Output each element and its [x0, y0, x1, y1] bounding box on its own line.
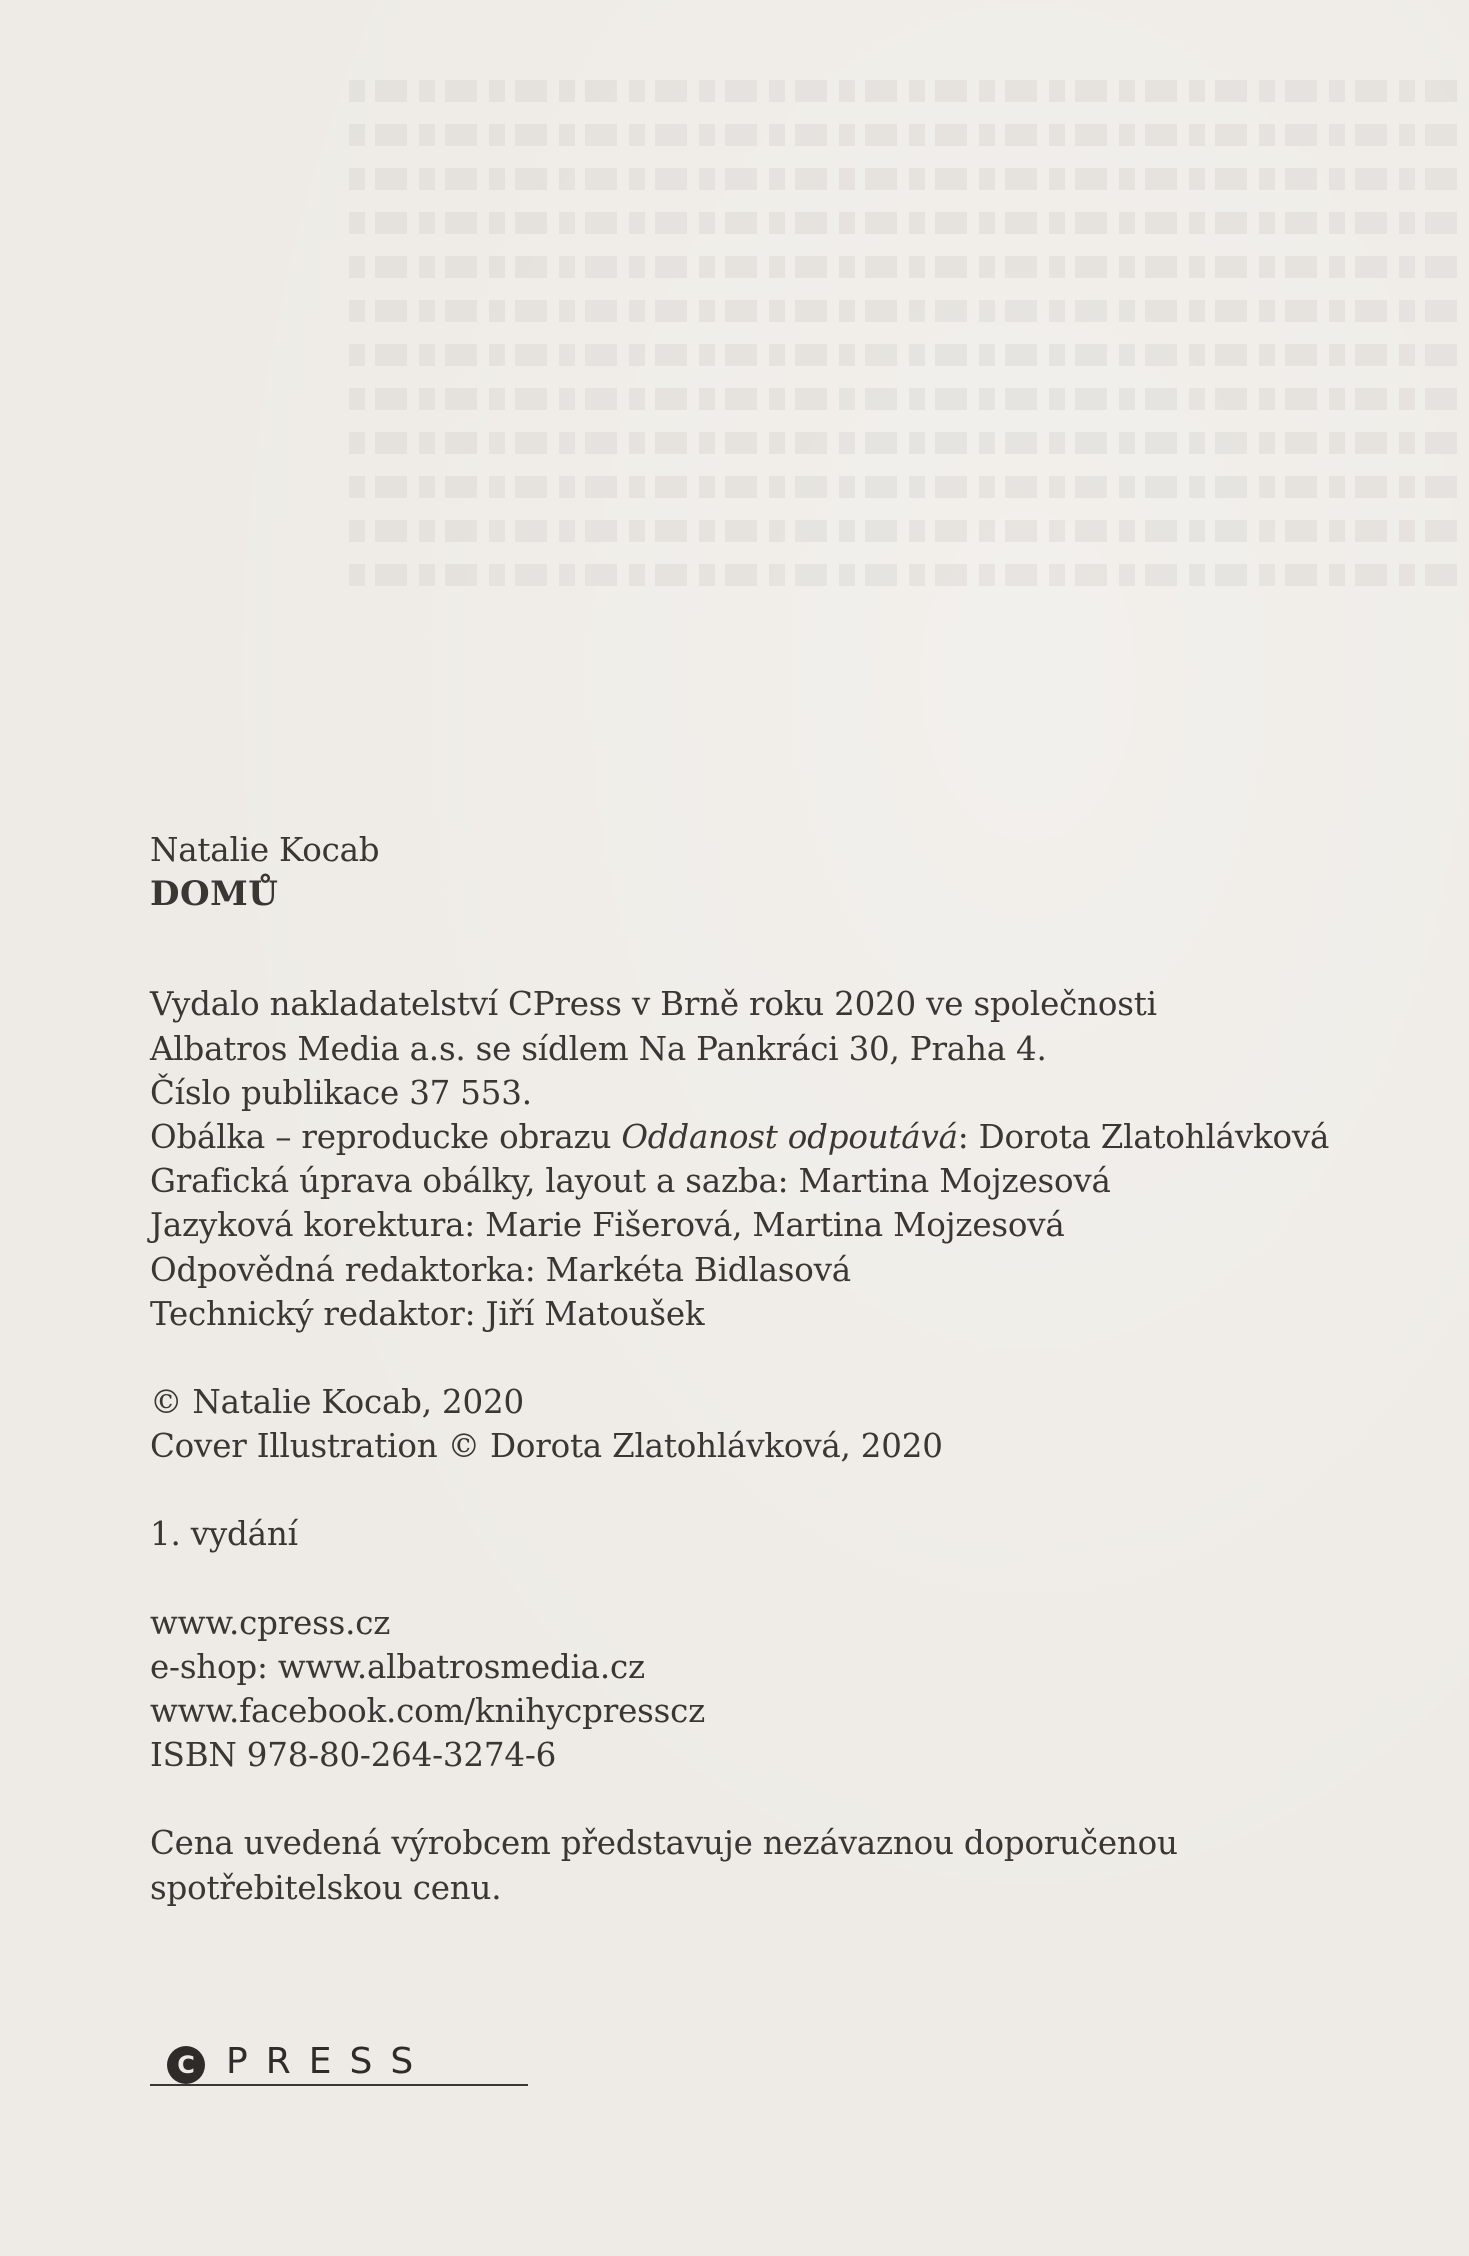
book-title: DOMŮ [150, 874, 279, 915]
publisher-line: Albatros Media a.s. se sídlem Na Pankráci 30, Praha 4. [150, 1029, 1047, 1068]
author-name: Natalie Kocab [150, 831, 380, 869]
links-info [150, 1601, 1350, 1778]
cover-artwork-title: Oddanost odpoutává [621, 1118, 958, 1157]
credit-line: Odpovědná redaktorka: Markéta Bidlasová [150, 1250, 851, 1289]
edition-info [150, 1512, 1350, 1556]
price-note-line: spotřebitelskou cenu. [150, 1868, 502, 1907]
cpress-logo-text: PRESS [226, 2041, 432, 2082]
cpress-c-letter: C [177, 2051, 195, 2079]
website-link: www.cpress.cz [150, 1603, 391, 1642]
credit-line: Grafická úprava obálky, layout a sazba: Martina Mojzesová [150, 1162, 1111, 1201]
copyright-info [150, 1380, 1350, 1468]
credit-line: Jazyková korektura: Marie Fišerová, Martina Mojzesová [150, 1206, 1065, 1245]
price-note [150, 1821, 1350, 1909]
publisher-line: Číslo publikace 37 553. [150, 1073, 532, 1112]
price-note-line: Cena uvedená výrobcem představuje nezávaznou doporučenou [150, 1824, 1178, 1863]
imprint-block [150, 828, 1350, 1910]
isbn: ISBN 978-80-264-3274-6 [150, 1736, 557, 1775]
credit-line: Technický redaktor: Jiří Matoušek [150, 1294, 705, 1333]
cover-credit [150, 1115, 1350, 1159]
cover-credit-prefix: Obálka – reproducke obrazu [150, 1118, 622, 1157]
facebook-link: www.facebook.com/knihycpresscz [150, 1692, 706, 1731]
eshop-link: e-shop: www.albatrosmedia.cz [150, 1647, 645, 1686]
copyright-line: Cover Illustration © Dorota Zlatohlávková, 2020 [150, 1427, 943, 1466]
cover-credit-suffix: : Dorota Zlatohlávková [957, 1118, 1330, 1157]
logo-underline [150, 2084, 528, 2086]
edition-line: 1. vydání [150, 1515, 298, 1554]
cpress-logo [150, 2040, 530, 2090]
cpress-c-icon [166, 2045, 206, 2085]
publisher-info [150, 982, 1350, 1336]
copyright-line: © Natalie Kocab, 2020 [150, 1383, 524, 1422]
publisher-line: Vydalo nakladatelství CPress v Brně roku 2020 ve společnosti [150, 985, 1157, 1024]
